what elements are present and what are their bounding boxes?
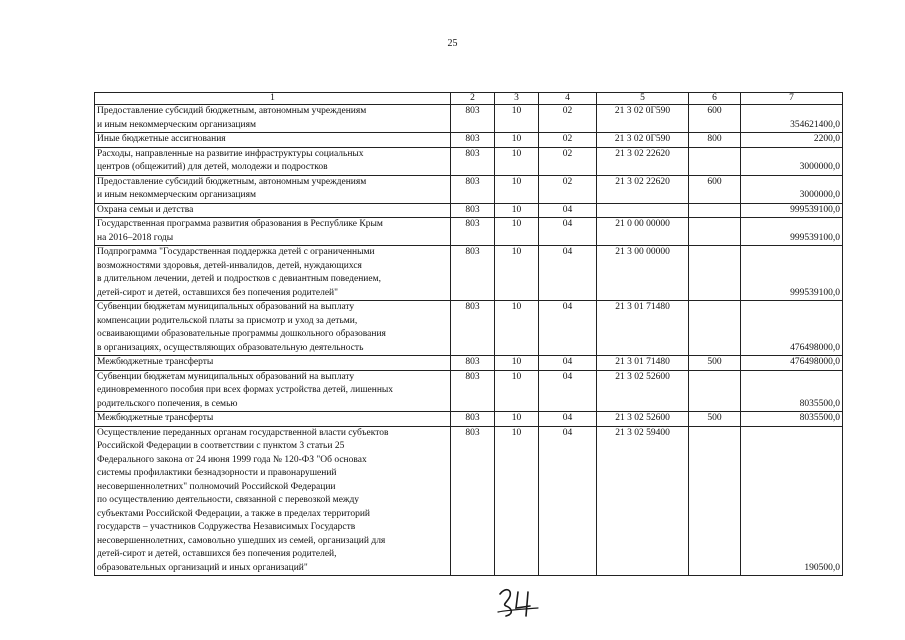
table-cell: 21 3 02 59400 <box>597 426 689 576</box>
table-cell: 190500,0 <box>741 426 843 576</box>
table-cell: Предоставление субсидий бюджетным, автономным учреждениям и иным некоммерческим организациям <box>95 105 451 133</box>
table-row <box>95 246 843 301</box>
table-cell: 999539100,0 <box>741 203 843 218</box>
table-row <box>95 370 843 412</box>
table-row <box>95 356 843 371</box>
table-cell: Межбюджетные трансферты <box>95 412 451 427</box>
table-cell: 21 3 02 22620 <box>597 147 689 175</box>
table-cell: Расходы, направленные на развитие инфраструктуры социальных центров (общежитий) для детей, молодежи и подростков <box>95 147 451 175</box>
table-cell: 600 <box>689 175 741 203</box>
table-cell: 600 <box>689 105 741 133</box>
column-header: 6 <box>689 93 741 105</box>
table-cell <box>689 218 741 246</box>
column-header: 4 <box>539 93 597 105</box>
table-cell: 02 <box>539 133 597 148</box>
table-row <box>95 147 843 175</box>
table-cell: 21 0 00 00000 <box>597 218 689 246</box>
budget-table <box>94 92 843 576</box>
table-cell: 803 <box>451 356 495 371</box>
table-cell: 803 <box>451 133 495 148</box>
table-cell: 04 <box>539 218 597 246</box>
table-cell <box>597 203 689 218</box>
table-cell: 999539100,0 <box>741 218 843 246</box>
table-cell: 04 <box>539 426 597 576</box>
table-cell: 04 <box>539 301 597 356</box>
table-cell: 02 <box>539 147 597 175</box>
column-header: 3 <box>495 93 539 105</box>
table-row <box>95 301 843 356</box>
table-cell: 04 <box>539 370 597 412</box>
table-cell: 10 <box>495 175 539 203</box>
table-cell: Государственная программа развития образования в Республике Крым на 2016–2018 годы <box>95 218 451 246</box>
table-cell <box>689 147 741 175</box>
table-cell: 21 3 02 0Г590 <box>597 105 689 133</box>
table-cell: 500 <box>689 356 741 371</box>
table-cell: 500 <box>689 412 741 427</box>
table-cell: 21 3 01 71480 <box>597 356 689 371</box>
table-cell: 21 3 02 0Г590 <box>597 133 689 148</box>
table-cell <box>689 301 741 356</box>
table-cell: 10 <box>495 203 539 218</box>
table-cell: 21 3 02 52600 <box>597 412 689 427</box>
table-cell: 21 3 00 00000 <box>597 246 689 301</box>
table-cell: 10 <box>495 370 539 412</box>
table-cell: 04 <box>539 203 597 218</box>
table-cell <box>689 426 741 576</box>
table-cell: Осуществление переданных органам государственной власти субъектов Российской Федерации в соответствии с пунктом 3 статьи 25 Федерального закона от 24 июня 1999 года № 120-ФЗ "Об основах системы профилактики безнадзорности и правонарушений несовершеннолетних" полномочий Российской Федерации по осуществлению деятельности, связанной с перевозкой между субъектами Российской Федерации, а также в пределах территорий государств – участников Содружества Независимых Государств несовершеннолетних, самовольно ушедших из семей, организаций для детей-сирот и детей, оставшихся без попечения родителей, образовательных организаций и иных организаций" <box>95 426 451 576</box>
table-cell: 803 <box>451 301 495 356</box>
table-cell: 476498000,0 <box>741 301 843 356</box>
table-cell: 10 <box>495 218 539 246</box>
table-row <box>95 426 843 576</box>
column-header: 2 <box>451 93 495 105</box>
table-cell: 803 <box>451 370 495 412</box>
table-cell: 10 <box>495 133 539 148</box>
table-cell: 803 <box>451 218 495 246</box>
table-header-row <box>95 93 843 105</box>
table-cell: 2200,0 <box>741 133 843 148</box>
table-cell: 10 <box>495 426 539 576</box>
column-header: 5 <box>597 93 689 105</box>
table-cell: 999539100,0 <box>741 246 843 301</box>
table-row <box>95 175 843 203</box>
table-cell: 10 <box>495 356 539 371</box>
table-cell: Предоставление субсидий бюджетным, автономным учреждениям и иным некоммерческим организациям <box>95 175 451 203</box>
table-cell: 354621400,0 <box>741 105 843 133</box>
table-cell: 3000000,0 <box>741 147 843 175</box>
table-cell: 10 <box>495 147 539 175</box>
handwritten-page-mark <box>494 584 554 620</box>
table-cell: Иные бюджетные ассигнования <box>95 133 451 148</box>
table-cell: 04 <box>539 412 597 427</box>
table-row <box>95 203 843 218</box>
table-cell: 21 3 01 71480 <box>597 301 689 356</box>
column-header: 1 <box>95 93 451 105</box>
table-cell: 803 <box>451 105 495 133</box>
table-cell: 10 <box>495 105 539 133</box>
table-cell: 8035500,0 <box>741 370 843 412</box>
table-cell: 21 3 02 22620 <box>597 175 689 203</box>
table-cell: 803 <box>451 147 495 175</box>
table-row <box>95 133 843 148</box>
table-cell: Охрана семьи и детства <box>95 203 451 218</box>
table-row <box>95 105 843 133</box>
table-cell: 04 <box>539 356 597 371</box>
table-cell <box>689 246 741 301</box>
table-cell: 10 <box>495 246 539 301</box>
table-row <box>95 412 843 427</box>
table-cell: 803 <box>451 246 495 301</box>
page-number: 25 <box>447 38 458 49</box>
table-cell: 10 <box>495 301 539 356</box>
table-cell: 803 <box>451 412 495 427</box>
table-cell: 8035500,0 <box>741 412 843 427</box>
table-cell: 3000000,0 <box>741 175 843 203</box>
table-cell: 803 <box>451 203 495 218</box>
table-cell: 04 <box>539 246 597 301</box>
table-cell: Межбюджетные трансферты <box>95 356 451 371</box>
table-cell: 476498000,0 <box>741 356 843 371</box>
table-cell: 803 <box>451 175 495 203</box>
table-cell: 21 3 02 52600 <box>597 370 689 412</box>
table-cell: 02 <box>539 175 597 203</box>
table-cell: 02 <box>539 105 597 133</box>
table-row <box>95 218 843 246</box>
table-cell: Субвенции бюджетам муниципальных образований на выплату единовременного пособия при всех формах устройства детей, лишенных родительского попечения, в семью <box>95 370 451 412</box>
table-cell: 10 <box>495 412 539 427</box>
table-cell <box>689 203 741 218</box>
table-cell <box>689 370 741 412</box>
table-cell: 800 <box>689 133 741 148</box>
table-cell: 803 <box>451 426 495 576</box>
column-header: 7 <box>741 93 843 105</box>
table-cell: Подпрограмма "Государственная поддержка детей с ограниченными возможностями здоровья, детей-инвалидов, детей, нуждающихся в длительном лечении, детей и подростков с девиантным поведением, детей-сирот и детей, оставшихся без попечения родителей" <box>95 246 451 301</box>
table-cell: Субвенции бюджетам муниципальных образований на выплату компенсации родительской платы за присмотр и уход за детьми, осваивающими образовательные программы дошкольного образования в организациях, осуществляющих образовательную деятельность <box>95 301 451 356</box>
